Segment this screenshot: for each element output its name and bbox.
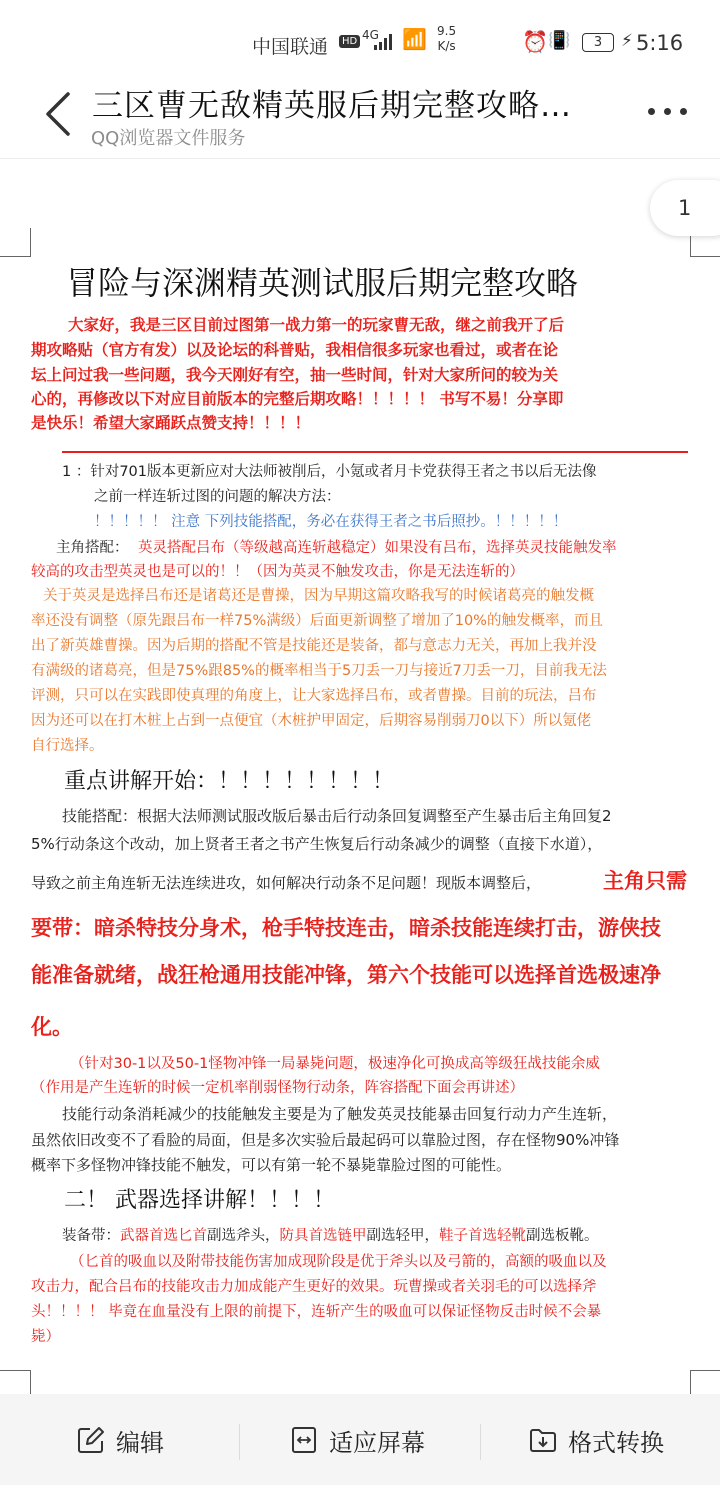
network-type: 4G	[362, 28, 379, 42]
back-button[interactable]	[40, 88, 88, 140]
skill-paragraph2-line: 虽然依旧改变不了看脸的局面，但是多次实验后最起码可以靠脸过图，存在怪物90%冲锋	[31, 1131, 620, 1149]
network-speed	[437, 24, 456, 54]
orange-paragraph-line: 评测，只可以在实践即使真理的角度上，让大家选择吕布，或者曹操。目前的玩法，吕布	[31, 688, 597, 704]
crop-mark	[0, 1370, 31, 1395]
clock: 5:16	[636, 31, 684, 55]
intro-line: 心的，再修改以下对应目前版本的完整后期攻略！！！！！ 书写不易！分享即	[31, 390, 564, 408]
skill-paragraph-line: 技能搭配：根据大法师测试服改版后暴击后行动条回复调整至产生暴击后主角回复2	[62, 807, 612, 825]
wifi-icon: 📶	[402, 27, 427, 51]
intro-line: 是快乐！希望大家踊跃点赞支持！！！！	[31, 414, 311, 432]
skill-paragraph2-line: 概率下多怪物冲锋技能不触发，可以有第一轮不暴毙靠脸过图的可能性。	[31, 1156, 512, 1174]
edit-icon	[76, 1425, 106, 1455]
lead-text-line: 英灵搭配吕布（等级越高连斩越稳定）如果没有吕布，选择英灵技能触发率	[138, 540, 617, 556]
notice-line: ！！！！！ 注意 下列技能搭配，务必在获得王者之书后照抄。！！！！！	[94, 514, 568, 530]
note-line: （针对30-1以及50-1怪物冲锋一局暴毙问题，极速净化可换成高等级狂战技能余威	[70, 1056, 600, 1072]
skill-emphasis-line: 能准备就绪，战狂枪通用技能冲锋，第六个技能可以选择首选极速净	[31, 963, 661, 987]
skill-emphasis-line: 主角只需	[603, 869, 687, 893]
battery-icon: 3	[582, 33, 614, 52]
weapon-alt: 副选斧头，	[207, 1228, 280, 1244]
orange-paragraph-line: 自行选择。	[31, 738, 104, 754]
note2-line: 攻击力，配合吕布的技能攻击力加成能产生更好的效果。玩曹操或者关羽毛的可以选择斧	[31, 1279, 597, 1295]
lead-label: 主角搭配：	[56, 540, 129, 556]
speed-value: 9.5	[437, 24, 457, 38]
speed-unit: K/s	[437, 39, 456, 53]
signal-icon	[374, 33, 396, 50]
fit-screen-icon	[289, 1425, 319, 1455]
header-divider	[0, 158, 720, 159]
charging-icon: ⚡	[621, 31, 633, 51]
orange-paragraph-line: 因为还可以在打木桩上占到一点便宜（木桩护甲固定，后期容易削弱刀0以下）所以氪佬	[31, 713, 592, 729]
document-heading: 冒险与深渊精英测试服后期完整攻略	[66, 264, 579, 302]
crop-mark	[690, 236, 720, 257]
alarm-icon: ⏰	[522, 30, 549, 54]
intro-line: 大家好，我是三区目前过图第一战力第一的玩家曹无敌，继之前我开了后	[68, 316, 565, 334]
skill-paragraph-line: 导致之前主角连斩无法连续进攻，如何解决行动条不足问题！现版本调整后，	[31, 874, 542, 892]
section-heading: 二！ 武器选择讲解！！！！	[64, 1188, 335, 1213]
carrier-name: 中国联通	[252, 36, 329, 58]
chevron-left-icon	[40, 88, 88, 140]
fit-screen-button[interactable]	[289, 1418, 425, 1462]
crop-mark	[690, 1370, 720, 1395]
equipment-label: 装备带：	[62, 1228, 120, 1244]
item1-line: 之前一样连斩过图的问题的解决方法：	[94, 489, 341, 505]
toolbar-divider	[239, 1424, 240, 1460]
toolbar-divider	[480, 1424, 481, 1460]
note2-line: 毙）	[31, 1329, 60, 1345]
intro-line: 期攻略贴（官方有发）以及论坛的科普贴，我相信很多玩家也看过，或者在论	[31, 341, 559, 359]
page-number-indicator[interactable]: 1	[650, 180, 720, 236]
orange-paragraph-line: 关于英灵是选择吕布还是诸葛还是曹操，因为早期这篇攻略我写的时候诸葛亮的触发概	[43, 588, 594, 604]
note2-line: （匕首的吸血以及附带技能伤害加成现阶段是优于斧头以及弓箭的，高额的吸血以及	[70, 1254, 607, 1270]
weapon-main: 武器首选匕首	[120, 1228, 207, 1244]
shoes-main: 鞋子首选轻靴	[439, 1228, 526, 1244]
orange-paragraph-line: 率还没有调整（原先跟吕布一样75%满级）后面更新调整了增加了10%的触发概率，而且	[31, 613, 603, 629]
armor-alt: 副选轻甲，	[366, 1228, 439, 1244]
intro-line: 坛上问过我一些问题，我今天刚好有空，抽一些时间，针对大家所问的较为关	[31, 366, 559, 384]
section-heading: 重点讲解开始：！！！！！！！！	[64, 769, 395, 794]
crop-mark	[0, 228, 31, 257]
page-subtitle: QQ浏览器文件服务	[91, 128, 246, 149]
format-convert-icon	[528, 1425, 558, 1455]
vibrate-icon: 📳	[548, 30, 571, 51]
edit-label: 编辑	[116, 1428, 164, 1457]
orange-paragraph-line: 有满级的诸葛亮，但是75%跟85%的概率相当于5刀丢一刀与接近7刀丢一刀，目前我无法	[31, 663, 607, 679]
edit-button[interactable]	[76, 1418, 164, 1462]
item1-line: 1 ：针对701版本更新应对大法师被削后，小氪或者月卡党获得王者之书以后无法像	[62, 464, 597, 480]
hd-badge: HD	[339, 35, 360, 48]
shoes-alt: 副选板靴。	[526, 1228, 599, 1244]
page-title: 三区曹无敌精英服后期完整攻略…	[92, 88, 572, 124]
orange-paragraph-line: 出了新英雄曹操。因为后期的搭配不管是技能还是装备，都与意志力无关，再加上我并没	[31, 638, 597, 654]
note-line: （作用是产生连斩的时候一定机率削弱怪物行动条，阵容搭配下面会再讲述）	[31, 1080, 524, 1096]
fit-screen-label: 适应屏幕	[329, 1428, 425, 1457]
bottom-toolbar	[0, 1394, 720, 1485]
note2-line: 头！！！！ 毕竟在血量没有上限的前提下，连斩产生的吸血可以保证怪物反击时候不会暴	[31, 1304, 602, 1320]
more-options-button[interactable]	[646, 96, 690, 126]
lead-text-line: 较高的攻击型英灵也是可以的！！（因为英灵不触发攻击，你是无法连斩的）	[31, 564, 524, 580]
section-divider	[62, 451, 688, 453]
skill-emphasis-line: 化。	[31, 1015, 73, 1039]
skill-paragraph2-line: 技能行动条消耗减少的技能触发主要是为了触发英灵技能暴击回复行动力产生连斩，	[62, 1105, 618, 1123]
format-convert-button[interactable]	[528, 1418, 664, 1462]
skill-emphasis-line: 要带：暗杀特技分身术，枪手特技连击，暗杀技能连续打击，游侠技	[31, 916, 661, 940]
format-convert-label: 格式转换	[568, 1428, 664, 1457]
skill-paragraph-line: 5%行动条这个改动，加上贤者王者之书产生恢复后行动条减少的调整（直接下水道），	[31, 835, 603, 853]
equipment-line	[62, 1226, 599, 1247]
armor-main: 防具首选链甲	[279, 1228, 367, 1244]
status-bar	[0, 0, 720, 78]
